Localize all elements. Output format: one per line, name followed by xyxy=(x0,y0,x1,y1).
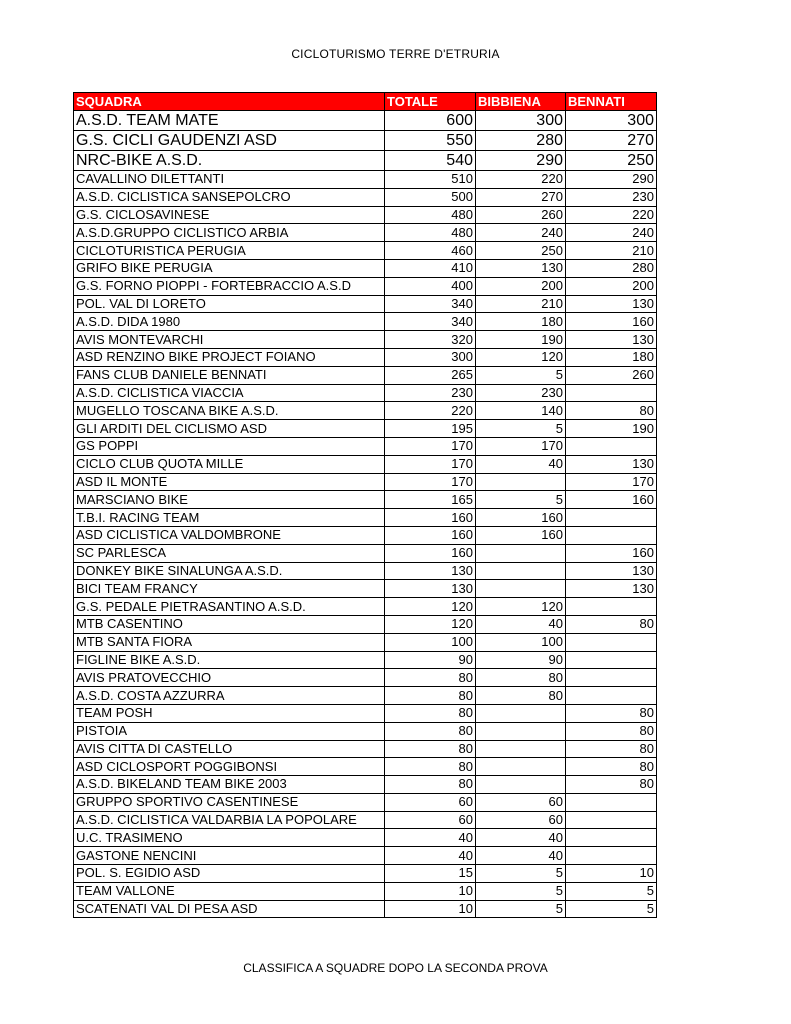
bennati-cell xyxy=(566,633,657,651)
table-row xyxy=(74,722,657,740)
bibbiena-cell xyxy=(476,580,566,598)
team-cell: MTB CASENTINO xyxy=(74,615,385,633)
team-cell: A.S.D. DIDA 1980 xyxy=(74,313,385,331)
bennati-cell xyxy=(566,811,657,829)
team-cell: MTB SANTA FIORA xyxy=(74,633,385,651)
bennati-cell: 130 xyxy=(566,331,657,349)
table-row xyxy=(74,455,657,473)
bibbiena-cell: 130 xyxy=(476,259,566,277)
bibbiena-cell xyxy=(476,704,566,722)
team-cell: T.B.I. RACING TEAM xyxy=(74,509,385,527)
team-cell: GASTONE NENCINI xyxy=(74,847,385,865)
team-cell: ASD IL MONTE xyxy=(74,473,385,491)
bibbiena-cell xyxy=(476,562,566,580)
totale-cell: 320 xyxy=(385,331,476,349)
totale-cell: 400 xyxy=(385,277,476,295)
team-cell: G.S. FORNO PIOPPI - FORTEBRACCIO A.S.D xyxy=(74,277,385,295)
bibbiena-cell: 230 xyxy=(476,384,566,402)
bennati-cell: 80 xyxy=(566,758,657,776)
totale-cell: 80 xyxy=(385,704,476,722)
bibbiena-cell: 5 xyxy=(476,366,566,384)
totale-cell: 130 xyxy=(385,562,476,580)
bibbiena-cell: 5 xyxy=(476,900,566,918)
bibbiena-cell: 60 xyxy=(476,811,566,829)
team-cell: A.S.D. TEAM MATE xyxy=(74,111,385,131)
table-row xyxy=(74,473,657,491)
team-cell: MUGELLO TOSCANA BIKE A.S.D. xyxy=(74,402,385,420)
totale-cell: 80 xyxy=(385,669,476,687)
bibbiena-cell: 80 xyxy=(476,687,566,705)
bibbiena-cell xyxy=(476,473,566,491)
table-row xyxy=(74,544,657,562)
bibbiena-cell: 40 xyxy=(476,455,566,473)
team-cell: ASD CICLISTICA VALDOMBRONE xyxy=(74,526,385,544)
totale-cell: 160 xyxy=(385,544,476,562)
bennati-cell xyxy=(566,509,657,527)
bibbiena-cell: 160 xyxy=(476,509,566,527)
bibbiena-cell: 5 xyxy=(476,882,566,900)
team-cell: A.S.D.GRUPPO CICLISTICO ARBIA xyxy=(74,224,385,242)
table-row xyxy=(74,348,657,366)
bennati-cell: 280 xyxy=(566,259,657,277)
bibbiena-cell: 40 xyxy=(476,847,566,865)
totale-cell: 100 xyxy=(385,633,476,651)
page-title: CICLOTURISMO TERRE D'ETRURIA xyxy=(291,47,500,61)
bennati-cell xyxy=(566,651,657,669)
table-row xyxy=(74,900,657,918)
bibbiena-cell: 120 xyxy=(476,348,566,366)
totale-cell: 160 xyxy=(385,526,476,544)
totale-cell: 265 xyxy=(385,366,476,384)
bibbiena-cell: 140 xyxy=(476,402,566,420)
bennati-cell: 160 xyxy=(566,313,657,331)
bennati-cell: 10 xyxy=(566,865,657,883)
totale-cell: 500 xyxy=(385,188,476,206)
table-row xyxy=(74,331,657,349)
team-cell: SC PARLESCA xyxy=(74,544,385,562)
table-row xyxy=(74,295,657,313)
bennati-cell: 180 xyxy=(566,348,657,366)
bennati-cell: 290 xyxy=(566,171,657,189)
totale-cell: 80 xyxy=(385,776,476,794)
bennati-cell xyxy=(566,598,657,616)
table-row xyxy=(74,580,657,598)
team-cell: AVIS MONTEVARCHI xyxy=(74,331,385,349)
bennati-cell: 260 xyxy=(566,366,657,384)
bibbiena-cell: 300 xyxy=(476,111,566,131)
table-row xyxy=(74,206,657,224)
totale-cell: 480 xyxy=(385,206,476,224)
bibbiena-cell xyxy=(476,776,566,794)
table-row xyxy=(74,242,657,260)
team-cell: CAVALLINO DILETTANTI xyxy=(74,171,385,189)
table-row xyxy=(74,259,657,277)
team-cell: BICI TEAM FRANCY xyxy=(74,580,385,598)
totale-cell: 410 xyxy=(385,259,476,277)
bibbiena-cell: 40 xyxy=(476,829,566,847)
bibbiena-cell: 60 xyxy=(476,793,566,811)
team-cell: DONKEY BIKE SINALUNGA A.S.D. xyxy=(74,562,385,580)
bibbiena-cell: 90 xyxy=(476,651,566,669)
bibbiena-cell: 200 xyxy=(476,277,566,295)
bennati-cell: 230 xyxy=(566,188,657,206)
bennati-cell: 80 xyxy=(566,615,657,633)
bennati-cell xyxy=(566,847,657,865)
bennati-cell: 5 xyxy=(566,882,657,900)
table-row xyxy=(74,633,657,651)
team-cell: U.C. TRASIMENO xyxy=(74,829,385,847)
team-cell: AVIS CITTA DI CASTELLO xyxy=(74,740,385,758)
totale-cell: 600 xyxy=(385,111,476,131)
bibbiena-cell: 250 xyxy=(476,242,566,260)
team-cell: G.S. PEDALE PIETRASANTINO A.S.D. xyxy=(74,598,385,616)
bibbiena-cell: 100 xyxy=(476,633,566,651)
totale-cell: 80 xyxy=(385,722,476,740)
totale-cell: 80 xyxy=(385,740,476,758)
bibbiena-cell: 270 xyxy=(476,188,566,206)
table-row xyxy=(74,277,657,295)
bibbiena-cell xyxy=(476,544,566,562)
team-cell: GRIFO BIKE PERUGIA xyxy=(74,259,385,277)
team-cell: G.S. CICLI GAUDENZI ASD xyxy=(74,131,385,151)
bibbiena-cell: 290 xyxy=(476,151,566,171)
team-cell: PISTOIA xyxy=(74,722,385,740)
bennati-cell: 130 xyxy=(566,295,657,313)
team-cell: TEAM POSH xyxy=(74,704,385,722)
bibbiena-cell: 160 xyxy=(476,526,566,544)
bibbiena-cell xyxy=(476,758,566,776)
team-cell: MARSCIANO BIKE xyxy=(74,491,385,509)
team-cell: G.S. CICLOSAVINESE xyxy=(74,206,385,224)
bennati-cell: 210 xyxy=(566,242,657,260)
bennati-cell: 220 xyxy=(566,206,657,224)
totale-cell: 40 xyxy=(385,829,476,847)
team-cell: A.S.D. COSTA AZZURRA xyxy=(74,687,385,705)
bennati-cell: 200 xyxy=(566,277,657,295)
team-cell: AVIS PRATOVECCHIO xyxy=(74,669,385,687)
totale-cell: 160 xyxy=(385,509,476,527)
team-cell: A.S.D. CICLISTICA SANSEPOLCRO xyxy=(74,188,385,206)
table-body xyxy=(74,111,657,918)
totale-cell: 10 xyxy=(385,900,476,918)
bibbiena-cell: 190 xyxy=(476,331,566,349)
bennati-cell xyxy=(566,437,657,455)
bibbiena-cell: 220 xyxy=(476,171,566,189)
bibbiena-cell: 240 xyxy=(476,224,566,242)
table-row xyxy=(74,847,657,865)
totale-cell: 170 xyxy=(385,437,476,455)
totale-cell: 130 xyxy=(385,580,476,598)
bennati-cell: 130 xyxy=(566,580,657,598)
totale-cell: 80 xyxy=(385,758,476,776)
totale-cell: 10 xyxy=(385,882,476,900)
table-row xyxy=(74,687,657,705)
table-row xyxy=(74,509,657,527)
table-row xyxy=(74,526,657,544)
totale-cell: 220 xyxy=(385,402,476,420)
table-row xyxy=(74,171,657,189)
table-row xyxy=(74,151,657,171)
table-row xyxy=(74,669,657,687)
totale-cell: 340 xyxy=(385,295,476,313)
bibbiena-cell: 5 xyxy=(476,491,566,509)
table-row xyxy=(74,704,657,722)
bennati-cell xyxy=(566,384,657,402)
header-row xyxy=(74,93,657,111)
bibbiena-cell: 40 xyxy=(476,615,566,633)
bibbiena-cell xyxy=(476,740,566,758)
table-row xyxy=(74,882,657,900)
totale-cell: 540 xyxy=(385,151,476,171)
team-cell: ASD RENZINO BIKE PROJECT FOIANO xyxy=(74,348,385,366)
bennati-cell: 190 xyxy=(566,420,657,438)
totale-cell: 80 xyxy=(385,687,476,705)
table-row xyxy=(74,437,657,455)
bennati-cell: 80 xyxy=(566,704,657,722)
totale-cell: 60 xyxy=(385,793,476,811)
table-row xyxy=(74,651,657,669)
team-cell: NRC-BIKE A.S.D. xyxy=(74,151,385,171)
totale-cell: 300 xyxy=(385,348,476,366)
bennati-cell: 5 xyxy=(566,900,657,918)
table-header xyxy=(74,93,657,111)
bennati-cell: 80 xyxy=(566,776,657,794)
totale-cell: 60 xyxy=(385,811,476,829)
bibbiena-cell: 260 xyxy=(476,206,566,224)
table-row xyxy=(74,313,657,331)
bibbiena-cell: 80 xyxy=(476,669,566,687)
table-row xyxy=(74,758,657,776)
bibbiena-cell: 120 xyxy=(476,598,566,616)
bibbiena-cell: 170 xyxy=(476,437,566,455)
totale-cell: 40 xyxy=(385,847,476,865)
team-cell: GRUPPO SPORTIVO CASENTINESE xyxy=(74,793,385,811)
table-row xyxy=(74,811,657,829)
column-header-bibbiena: BIBBIENA xyxy=(476,93,566,111)
table-row xyxy=(74,793,657,811)
bibbiena-cell: 5 xyxy=(476,420,566,438)
totale-cell: 120 xyxy=(385,615,476,633)
team-cell: CICLO CLUB QUOTA MILLE xyxy=(74,455,385,473)
bennati-cell: 80 xyxy=(566,740,657,758)
team-cell: CICLOTURISTICA PERUGIA xyxy=(74,242,385,260)
team-cell: POL. S. EGIDIO ASD xyxy=(74,865,385,883)
totale-cell: 480 xyxy=(385,224,476,242)
totale-cell: 230 xyxy=(385,384,476,402)
table-row xyxy=(74,402,657,420)
table-row xyxy=(74,366,657,384)
totale-cell: 165 xyxy=(385,491,476,509)
bennati-cell: 160 xyxy=(566,544,657,562)
bibbiena-cell: 280 xyxy=(476,131,566,151)
bennati-cell: 240 xyxy=(566,224,657,242)
team-cell: FANS CLUB DANIELE BENNATI xyxy=(74,366,385,384)
totale-cell: 550 xyxy=(385,131,476,151)
team-cell: POL. VAL DI LORETO xyxy=(74,295,385,313)
totale-cell: 90 xyxy=(385,651,476,669)
table-row xyxy=(74,188,657,206)
totale-cell: 340 xyxy=(385,313,476,331)
bennati-cell: 130 xyxy=(566,562,657,580)
bennati-cell: 300 xyxy=(566,111,657,131)
bennati-cell: 270 xyxy=(566,131,657,151)
bibbiena-cell xyxy=(476,722,566,740)
table-row xyxy=(74,829,657,847)
totale-cell: 170 xyxy=(385,455,476,473)
column-header-totale: TOTALE xyxy=(385,93,476,111)
bennati-cell: 170 xyxy=(566,473,657,491)
team-cell: ASD CICLOSPORT POGGIBONSI xyxy=(74,758,385,776)
bibbiena-cell: 210 xyxy=(476,295,566,313)
table-row xyxy=(74,224,657,242)
table-row xyxy=(74,562,657,580)
bennati-cell xyxy=(566,526,657,544)
bennati-cell xyxy=(566,793,657,811)
team-cell: A.S.D. CICLISTICA VALDARBIA LA POPOLARE xyxy=(74,811,385,829)
bennati-cell xyxy=(566,687,657,705)
team-cell: A.S.D. CICLISTICA VIACCIA xyxy=(74,384,385,402)
bibbiena-cell: 180 xyxy=(476,313,566,331)
team-cell: A.S.D. BIKELAND TEAM BIKE 2003 xyxy=(74,776,385,794)
table-row xyxy=(74,615,657,633)
table-row xyxy=(74,740,657,758)
table-row xyxy=(74,598,657,616)
table-row xyxy=(74,420,657,438)
totale-cell: 170 xyxy=(385,473,476,491)
totale-cell: 120 xyxy=(385,598,476,616)
column-header-bennati: BENNATI xyxy=(566,93,657,111)
team-cell: GLI ARDITI DEL CICLISMO ASD xyxy=(74,420,385,438)
bennati-cell: 130 xyxy=(566,455,657,473)
team-cell: TEAM VALLONE xyxy=(74,882,385,900)
bennati-cell xyxy=(566,829,657,847)
bennati-cell: 80 xyxy=(566,402,657,420)
column-header-squadra: SQUADRA xyxy=(74,93,385,111)
bennati-cell: 80 xyxy=(566,722,657,740)
table-row xyxy=(74,776,657,794)
table-row xyxy=(74,111,657,131)
page-footer: CLASSIFICA A SQUADRE DOPO LA SECONDA PROVA xyxy=(243,961,548,975)
totale-cell: 15 xyxy=(385,865,476,883)
table-row xyxy=(74,491,657,509)
team-cell: GS POPPI xyxy=(74,437,385,455)
bennati-cell xyxy=(566,669,657,687)
table-row xyxy=(74,384,657,402)
team-cell: SCATENATI VAL DI PESA ASD xyxy=(74,900,385,918)
totale-cell: 460 xyxy=(385,242,476,260)
bennati-cell: 250 xyxy=(566,151,657,171)
totale-cell: 510 xyxy=(385,171,476,189)
team-standings-table xyxy=(73,92,657,918)
bennati-cell: 160 xyxy=(566,491,657,509)
bibbiena-cell: 5 xyxy=(476,865,566,883)
totale-cell: 195 xyxy=(385,420,476,438)
table-row xyxy=(74,131,657,151)
team-cell: FIGLINE BIKE A.S.D. xyxy=(74,651,385,669)
table-row xyxy=(74,865,657,883)
